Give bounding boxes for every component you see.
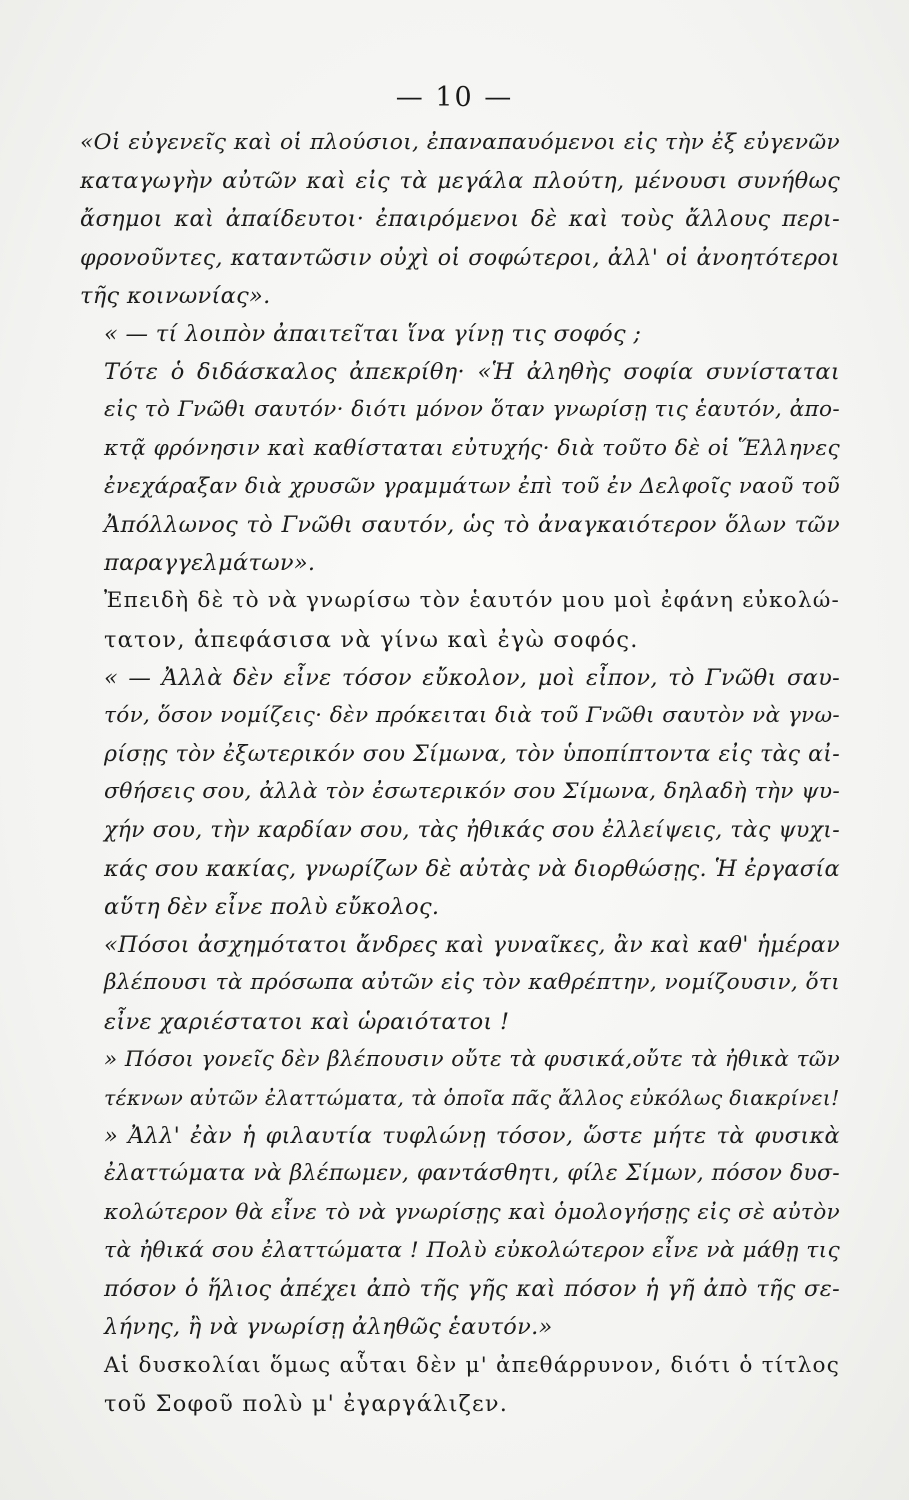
text-line: τῆς κοινωνίας». — [80, 282, 271, 309]
text-line: τατον, ἀπεφάσισα νὰ γίνω καὶ ἐγὼ σοφός. — [104, 626, 639, 653]
text-line: » Ἀλλ' ἐὰν ἡ φιλαυτία τυφλώνῃ τόσον, ὥστε μήτε τὰ φυσικὰ — [104, 1123, 840, 1150]
text-line: κάς σου κακίας, γνωρίζων δὲ αὐτὰς νὰ διορθώσῃς. Ἡ ἐργασία — [104, 855, 840, 882]
paragraph-5 — [80, 659, 840, 926]
text-line: «Οἱ εὐγενεῖς καὶ οἱ πλούσιοι, ἐπαναπαυόμενοι εἰς τὴν ἐξ εὐγενῶν — [80, 130, 840, 155]
text-line: βλέπουσι τὰ πρόσωπα αὐτῶν εἰς τὸν καθρέπτην, νομίζουσιν, ὅτι — [104, 970, 840, 996]
paragraph-4 — [80, 582, 840, 658]
text-line: «Πόσοι ἀσχημότατοι ἄνδρες καὶ γυναῖκες, ἂν καὶ καθ' ἡμέραν — [104, 932, 840, 959]
text-line: τόν, ὅσον νομίζεις· δὲν πρόκειται διὰ τοῦ Γνῶθι σαυτὸν νὰ γνω- — [104, 703, 840, 729]
paragraph-2 — [80, 315, 840, 353]
text-line: παραγγελμάτων». — [104, 550, 316, 577]
body-text — [80, 124, 840, 1423]
text-line: πόσον ὁ ἥλιος ἀπέχει ἀπὸ τῆς γῆς καὶ πόσον ἡ γῆ ἀπὸ τῆς σε- — [104, 1276, 840, 1303]
text-line: φρονοῦντες, καταντῶσιν οὐχὶ οἱ σοφώτεροι, ἀλλ' οἱ ἀνοητότεροι — [80, 244, 840, 271]
text-line: τοῦ Σοφοῦ πολὺ μ' ἐγαργάλιζεν. — [104, 1390, 509, 1417]
text-line: « — Ἀλλὰ δὲν εἶνε τόσον εὔκολον, μοὶ εἶπον, τὸ Γνῶθι σαυ- — [104, 664, 840, 691]
text-line: εἶνε χαριέστατοι καὶ ὡραιότατοι ! — [104, 1008, 510, 1035]
page-number: — 10 — — [395, 82, 514, 113]
text-line: « — τί λοιπὸν ἀπαιτεῖται ἵνα γίνῃ τις σοφός ; — [104, 321, 642, 348]
text-line: σθήσεις σου, ἀλλὰ τὸν ἐσωτερικόν σου Σίμωνα, δηλαδὴ τὴν ψυ- — [104, 779, 840, 805]
text-line: καταγωγὴν αὐτῶν καὶ εἰς τὰ μεγάλα πλούτη, μένουσι συνήθως — [80, 168, 840, 195]
paragraph-1 — [80, 124, 840, 315]
text-line: κολώτερον θὰ εἶνε τὸ νὰ γνωρίσῃς καὶ ὁμολογήσῃς εἰς σὲ αὐτὸν — [104, 1199, 840, 1225]
text-line: τέκνων αὐτῶν ἐλαττώματα, τὰ ὁποῖα πᾶς ἄλλος εὐκόλως διακρίνει! — [104, 1086, 840, 1111]
text-line: » Πόσοι γονεῖς δὲν βλέπουσιν οὔτε τὰ φυσικά,οὔτε τὰ ἠθικὰ τῶν — [104, 1046, 840, 1072]
text-line: Ἐπειδὴ δὲ τὸ νὰ γνωρίσω τὸν ἑαυτόν μου μοὶ ἐφάνη εὐκολώ- — [104, 588, 840, 614]
text-line: ἐνεχάραξαν διὰ χρυσῶν γραμμάτων ἐπὶ τοῦ ἐν Δελφοῖς ναοῦ τοῦ — [104, 473, 840, 499]
text-line: ρίσῃς τὸν ἐξωτερικόν σου Σίμωνα, τὸν ὑποπίπτοντα εἰς τὰς αἰ- — [104, 741, 840, 768]
text-line: ἄσημοι καὶ ἀπαίδευτοι· ἐπαιρόμενοι δὲ καὶ τοὺς ἄλλους περι- — [80, 206, 840, 233]
text-line: εἰς τὸ Γνῶθι σαυτόν· διότι μόνον ὅταν γνωρίσῃ τις ἑαυτόν, ἀπο- — [104, 397, 840, 423]
text-line: Τότε ὁ διδάσκαλος ἀπεκρίθη· «Ἡ ἀληθὴς σοφία συνίσταται — [104, 359, 840, 386]
text-line: χήν σου, τὴν καρδίαν σου, τὰς ἠθικάς σου ἐλλείψεις, τὰς ψυχι- — [104, 817, 840, 843]
text-line: κτᾷ φρόνησιν καὶ καθίσταται εὐτυχής· διὰ τοῦτο δὲ οἱ Ἕλληνες — [104, 435, 840, 461]
text-line: ἐλαττώματα νὰ βλέπωμεν, φαντάσθητι, φίλε Σίμων, πόσον δυσ- — [104, 1161, 840, 1187]
text-line: αὕτη δὲν εἶνε πολὺ εὔκολος. — [104, 894, 440, 921]
paragraph-6 — [80, 926, 840, 1041]
paragraph-7 — [80, 1041, 840, 1117]
paragraph-8 — [80, 1117, 840, 1346]
paragraph-9 — [80, 1347, 840, 1423]
text-line: τὰ ἠθικά σου ἐλαττώματα ! Πολὺ εὐκολώτερον εἶνε νὰ μάθῃ τις — [104, 1237, 840, 1263]
text-line: Αἱ δυσκολίαι ὅμως αὗται δὲν μ' ἀπεθάρρυνον, διότι ὁ τίτλος — [104, 1352, 840, 1378]
text-line: λήνης, ἢ νὰ γνωρίσῃ ἀληθῶς ἑαυτόν.» — [104, 1314, 553, 1341]
text-line: Ἀπόλλωνος τὸ Γνῶθι σαυτόν, ὡς τὸ ἀναγκαιότερον ὅλων τῶν — [104, 512, 840, 539]
paragraph-3 — [80, 353, 840, 582]
